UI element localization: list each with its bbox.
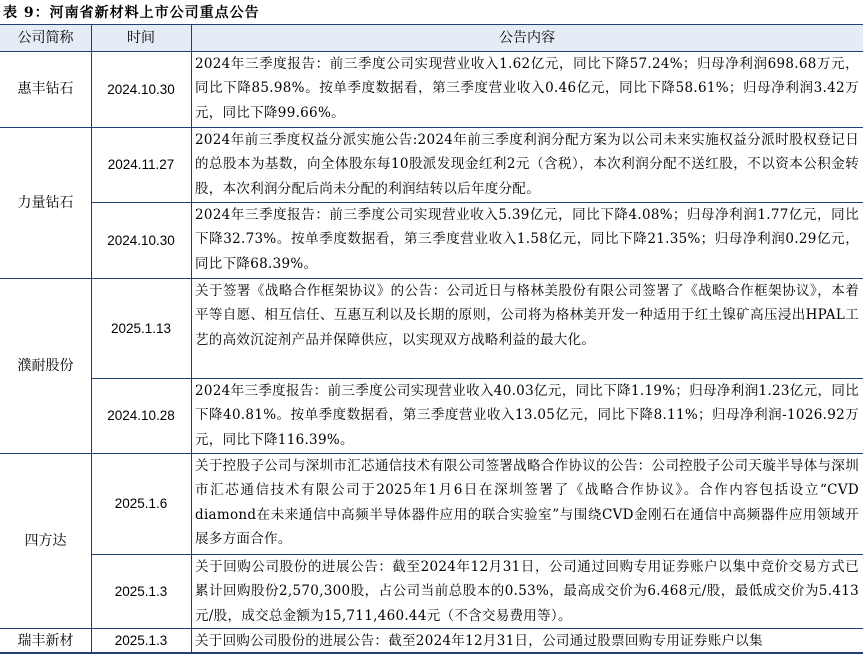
company-name: 惠丰钻石 <box>17 81 74 97</box>
announcement-date: 2025.1.3 <box>114 584 168 599</box>
announcement-date: 2024.10.30 <box>107 233 175 248</box>
announcement-date: 2025.1.3 <box>114 633 168 648</box>
announcement-text: 2024年三季度报告：前三季度公司实现营业收入40.03亿元，同比下降1.19%；归母净利润1.23亿元，同比下降40.81%。按单季度数据看，第三季度营业收入13.05亿元，同比下降8.11%；归母净利润-1026.92万元，同比下降116.39%。 <box>195 383 859 448</box>
table-title: 表 9：河南省新材料上市公司重点公告 <box>3 5 260 21</box>
announcement-text: 关于回购公司股份的进展公告：截至2024年12月31日，公司通过回购专用证券账户以集中竞价交易方式已累计回购股份2,570,300股，占公司当前总股本的0.53%，最高成交价为6.468元/股，最低成交价为5.413元/股，成交总金额为15,711,460.44元（不含交易费用等）。 <box>195 559 859 624</box>
company-name: 四方达 <box>24 533 67 549</box>
company-name: 濮耐股份 <box>17 358 74 374</box>
announcement-date: 2024.10.30 <box>107 82 175 97</box>
announcement-text: 关于签署《战略合作框架协议》的公告：公司近日与格林美股份有限公司签署了《战略合作框架协议》，本着平等自愿、相互信任、互惠互利以及长期的原则，公司将为格林美开发一种适用于红土镍矿高压浸出HPAL工艺的高效沉淀剂产品并保障供应，以实现双方战略利益的最大化。 <box>195 283 859 348</box>
announcement-text: 2024年三季度报告：前三季度公司实现营业收入5.39亿元，同比下降4.08%；归母净利润1.77亿元，同比下降32.73%。按单季度数据看，第三季度营业收入1.58亿元，同比下降21.35%；归母净利润0.29亿元，同比下降68.39%。 <box>195 207 859 272</box>
announcement-date: 2025.1.6 <box>114 496 168 511</box>
announcement-date: 2025.1.13 <box>110 321 172 336</box>
column-divider <box>191 25 192 654</box>
announcement-text: 2024年三季度报告：前三季度公司实现营业收入1.62亿元，同比下降57.24%；归母净利润698.68万元，同比下降85.98%。按单季度数据看，第三季度营业收入0.46亿元，同比下降58.61%；归母净利润3.42万元，同比下降99.66%。 <box>195 56 859 121</box>
announcement-text: 关于回购公司股份的进展公告：截至2024年12月31日，公司通过股票回购专用证券账户以集 <box>195 633 763 649</box>
company-name: 瑞丰新材 <box>17 633 74 649</box>
header-content: 公告内容 <box>499 30 555 46</box>
header-time: 时间 <box>127 30 155 46</box>
announcement-date: 2024.11.27 <box>107 157 175 172</box>
company-name: 力量钻石 <box>17 195 74 211</box>
announcement-text: 2024年前三季度权益分派实施公告:2024年前三季度利润分配方案为以公司未来实施权益分派时股权登记日的总股本为基数，向全体股东每10股派发现金红利2元（含税），本次利润分配不送红股，不以资本公积金转股，本次利润分配后尚未分配的利润结转以后年度分配。 <box>195 132 859 197</box>
announcement-text: 关于控股子公司与深圳市汇芯通信技术有限公司签署战略合作协议的公告：公司控股子公司天璇半导体与深圳市汇芯通信技术有限公司于2025年1月6日在深圳签署了《战略合作协议》。合作内容包括设立“CVD diamond在未来通信中高频半导体器件应用的联合实验室”与围绕CVD金刚石在通信中高频器件应用领域开展多方面合作。 <box>195 458 859 547</box>
announcement-date: 2024.10.28 <box>107 408 175 423</box>
table-header <box>0 25 863 52</box>
header-company: 公司简称 <box>17 30 74 46</box>
